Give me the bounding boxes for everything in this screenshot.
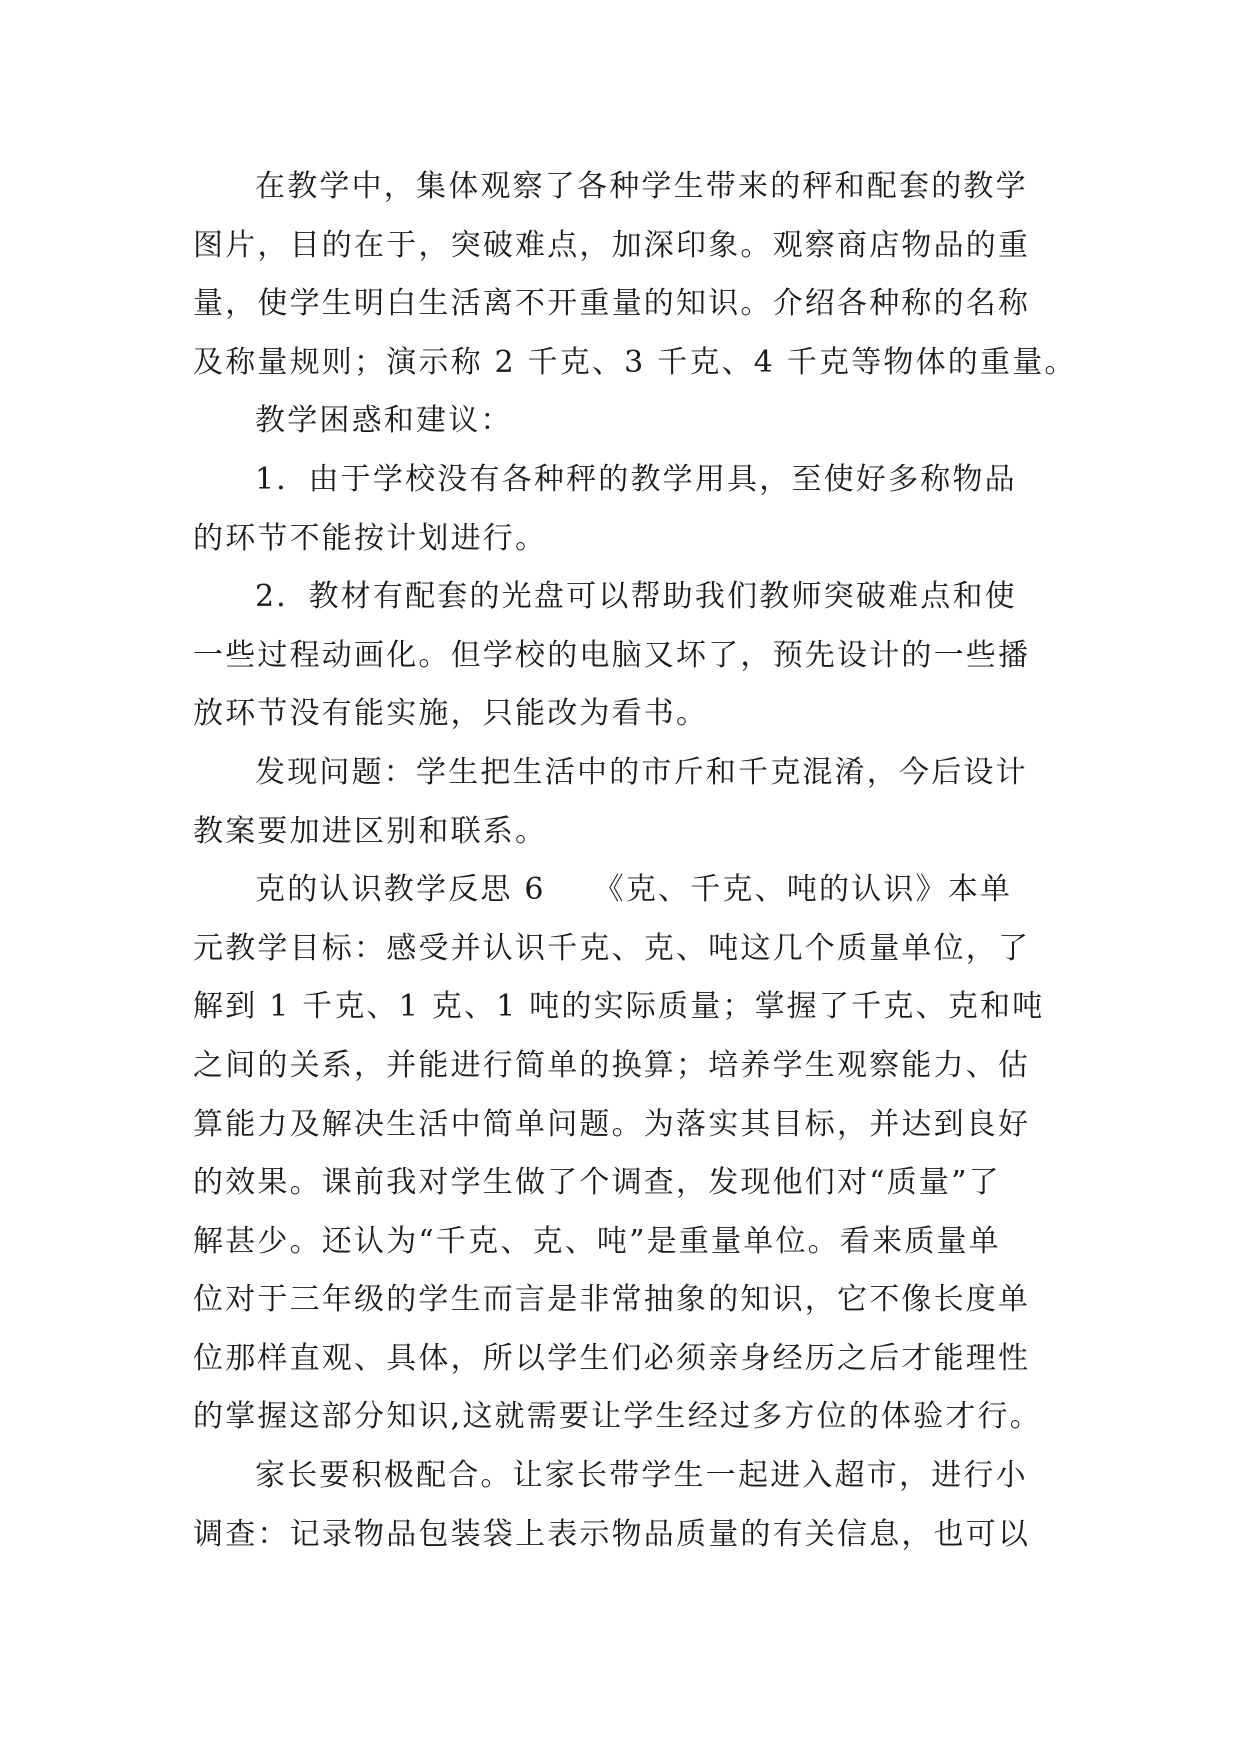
paragraph-line: 图片，目的在于，突破难点，加深印象。观察商店物品的重 bbox=[193, 227, 1031, 263]
section-label: 教学困惑和建议： bbox=[255, 403, 513, 439]
paragraph-line: 解到 1 千克、1 克、1 吨的实际质量；掌握了千克、克和吨 bbox=[193, 989, 1045, 1025]
paragraph-line: 家长要积极配合。让家长带学生一起进入超市，进行小 bbox=[255, 1458, 1028, 1494]
section-heading: 克的认识教学反思 6 bbox=[255, 872, 546, 908]
paragraph-text: 《克、千克、吨的认识》本单 bbox=[593, 872, 1013, 908]
body-text bbox=[193, 158, 1077, 1564]
paragraph-line: 的掌握这部分知识,这就需要让学生经过多方位的体验才行。 bbox=[193, 1399, 1042, 1435]
paragraph-line: 教案要加进区别和联系。 bbox=[193, 813, 548, 849]
paragraph-line: 调查：记录物品包装袋上表示物品质量的有关信息，也可以 bbox=[193, 1516, 1031, 1552]
paragraph-line: 发现问题：学生把生活中的市斤和千克混淆，今后设计 bbox=[255, 754, 1028, 790]
heading-line bbox=[193, 861, 1055, 920]
list-item-line: 2．教材有配套的光盘可以帮助我们教师突破难点和使 bbox=[255, 579, 1017, 615]
paragraph-line: 之间的关系，并能进行简单的换算；培养学生观察能力、估 bbox=[193, 1047, 1031, 1083]
paragraph-line: 及称量规则；演示称 2 千克、3 千克、4 千克等物体的重量。 bbox=[193, 344, 1077, 380]
list-item-line: 一些过程动画化。但学校的电脑又坏了，预先设计的一些播 bbox=[193, 637, 1031, 673]
paragraph-line: 位对于三年级的学生而言是非常抽象的知识，它不像长度单 bbox=[193, 1282, 1031, 1318]
paragraph-line: 算能力及解决生活中简单问题。为落实其目标，并达到良好 bbox=[193, 1106, 1031, 1142]
paragraph-line: 量，使学生明白生活离不开重量的知识。介绍各种称的名称 bbox=[193, 286, 1031, 322]
list-item-line: 1．由于学校没有各种秤的教学用具，至使好多称物品 bbox=[255, 461, 1017, 497]
paragraph-line: 在教学中，集体观察了各种学生带来的秤和配套的教学 bbox=[255, 169, 1028, 204]
paragraph-line: 解甚少。还认为“千克、克、吨”是重量单位。看来质量单 bbox=[193, 1223, 1001, 1259]
list-item-line: 的环节不能按计划进行。 bbox=[193, 520, 548, 556]
list-item-line: 放环节没有能实施，只能改为看书。 bbox=[193, 696, 709, 732]
paragraph-line: 元教学目标：感受并认识千克、克、吨这几个质量单位，了 bbox=[193, 930, 1031, 966]
paragraph-line: 的效果。课前我对学生做了个调查，发现他们对“质量”了 bbox=[193, 1165, 1001, 1201]
paragraph-line: 位那样直观、具体，所以学生们必须亲身经历之后才能理性 bbox=[193, 1340, 1031, 1376]
